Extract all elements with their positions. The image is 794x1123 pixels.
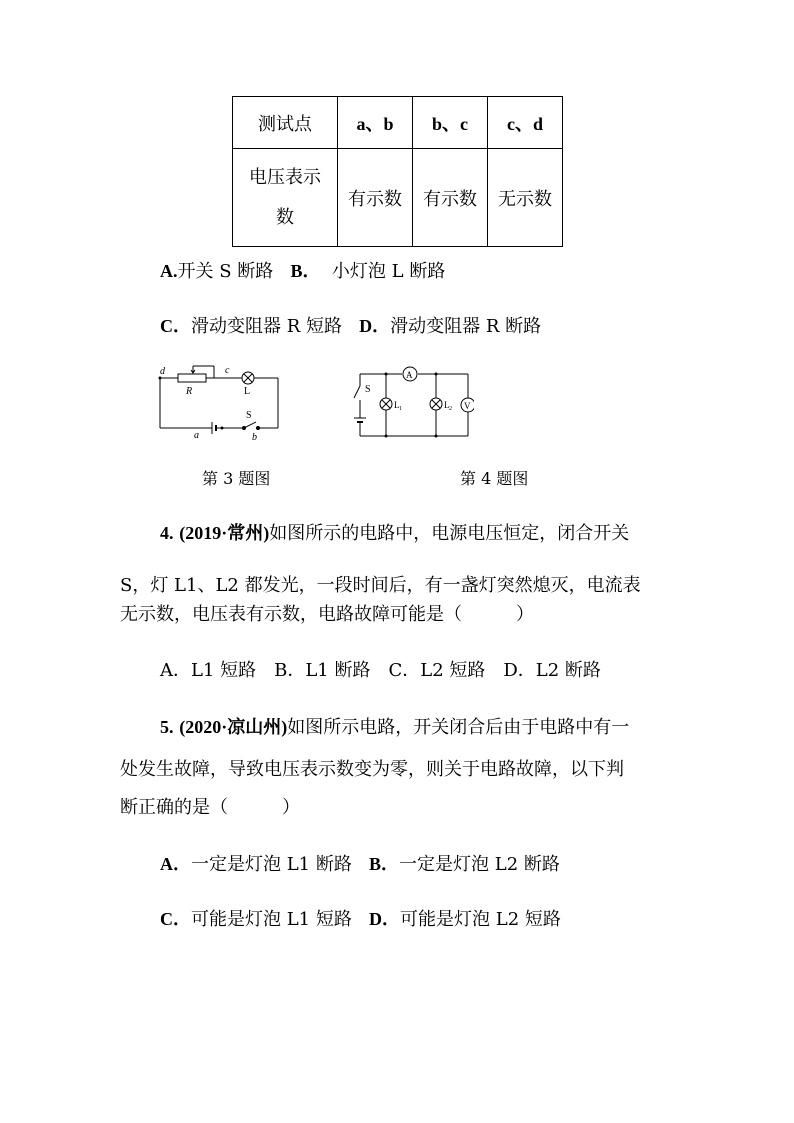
label-c: c: [225, 365, 230, 376]
q3-option-b-text: 小灯泡 L 断路: [331, 261, 446, 282]
q5-options-cd: [160, 908, 561, 931]
header-cell: 测试点: [233, 97, 338, 149]
row-label-cell: [233, 149, 338, 247]
label-S: S: [246, 410, 252, 421]
q3-option-d-letter: D．: [359, 316, 391, 336]
q5-line1: [160, 716, 629, 739]
q5-number: 5.: [160, 717, 174, 737]
q3-option-d-text: 滑动变阻器 R 断路: [390, 316, 542, 337]
table-cell: 无示数: [488, 149, 563, 247]
q3-option-a-letter: A.: [160, 261, 178, 281]
q5-option-c-letter: C．: [160, 909, 191, 929]
label-b: b: [252, 432, 257, 443]
row-label-line2: 数: [276, 206, 294, 228]
voltmeter-label: V: [464, 401, 471, 411]
figure-4-caption: 第 4 题图: [460, 469, 529, 488]
q5-line3: 断正确的是（ ）: [120, 797, 300, 818]
q5-option-a-letter: A．: [160, 854, 191, 874]
label-L1: L: [394, 400, 400, 410]
q4-text: 如图所示的电路中，电源电压恒定，闭合开关: [269, 523, 630, 544]
q4-line1: [160, 522, 629, 545]
q3-options-cd: [160, 315, 541, 338]
figure-4-circuit: [350, 362, 474, 442]
q5-option-b-letter: B．: [369, 854, 400, 874]
q3-option-b-letter: B．: [290, 261, 321, 281]
label-L: L: [244, 386, 251, 397]
q5-source: (2020·凉山州): [179, 717, 288, 737]
label-L1-sub: 1: [399, 406, 402, 412]
table-cell: 有示数: [413, 149, 488, 247]
q5-option-d-text: 可能是灯泡 L2 短路: [400, 909, 561, 930]
q5-option-b-text: 一定是灯泡 L2 断路: [399, 854, 560, 875]
q4-options: A．L1 短路 B．L1 断路 C．L2 短路 D．L2 断路: [160, 660, 601, 681]
test-point-table: [232, 96, 563, 247]
figure-3-caption: 第 3 题图: [202, 469, 271, 488]
q3-option-c-letter: C．: [160, 316, 191, 336]
label-L2: L: [444, 400, 450, 410]
table-cell: 有示数: [338, 149, 413, 247]
q3-option-c-text: 滑动变阻器 R 短路: [191, 316, 342, 337]
label-R: R: [186, 386, 193, 397]
ammeter-label: A: [406, 370, 413, 380]
q4-line3: 无示数，电压表有示数，电路故障可能是（ ）: [120, 604, 534, 625]
q5-option-d-letter: D．: [369, 909, 401, 929]
q5-option-a-text: 一定是灯泡 L1 断路: [191, 854, 352, 875]
header-cell: c、d: [488, 97, 563, 149]
label-d: d: [160, 366, 165, 377]
label-a: a: [194, 430, 199, 441]
q5-option-c-text: 可能是灯泡 L1 短路: [191, 909, 352, 930]
label-L2-sub: 2: [449, 406, 452, 412]
header-cell: b、c: [413, 97, 488, 149]
q4-source: (2019·常州): [179, 523, 270, 543]
table-row: [233, 149, 563, 247]
label-S: S: [365, 384, 371, 395]
table-header-row: [233, 97, 563, 149]
q5-line2: 处发生故障，导致电压表示数变为零，则关于电路故障，以下判: [120, 759, 624, 780]
row-label-line1: 电压表示: [249, 166, 321, 188]
q3-options-ab: [160, 260, 445, 283]
figure-3-circuit: [150, 360, 290, 444]
q3-option-a-text: 开关 S 断路: [177, 261, 274, 282]
q4-line2: S，灯 L1、L2 都发光，一段时间后，有一盏灯突然熄灭，电流表: [120, 575, 641, 596]
q4-number: 4.: [160, 523, 174, 543]
q5-options-ab: [160, 853, 560, 876]
q5-text: 如图所示电路，开关闭合后由于电路中有一: [287, 717, 630, 738]
header-cell: a、b: [338, 97, 413, 149]
